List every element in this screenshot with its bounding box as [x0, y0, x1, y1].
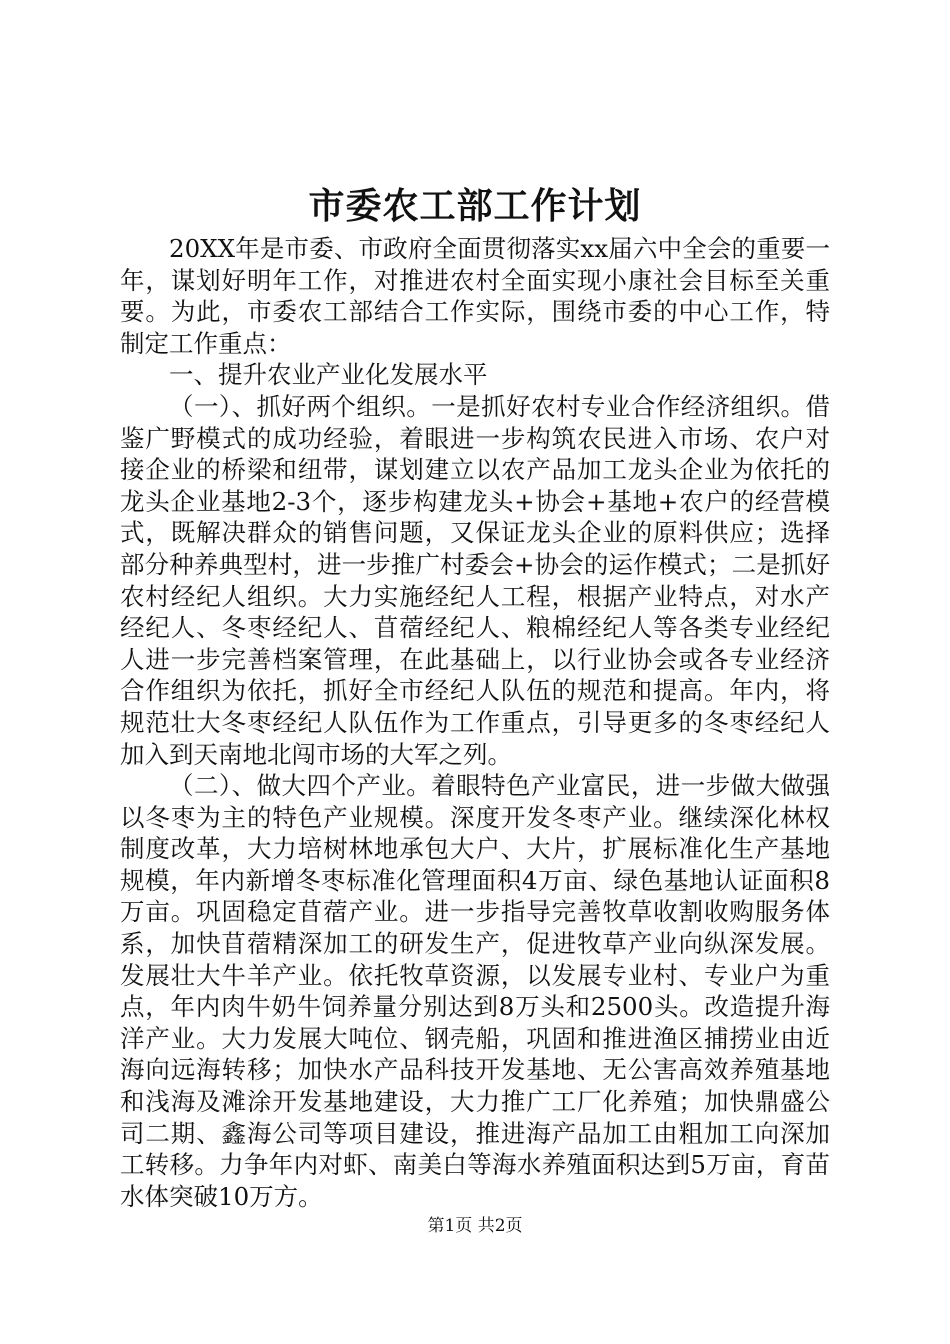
document-body [120, 233, 830, 1212]
page-number: 第1页 共2页 [427, 1216, 523, 1236]
section-heading: 一、提升农业产业化发展水平 [169, 360, 488, 390]
item-paragraph-2: （二）、做大四个产业。着眼特色产业富民，进一步做大做强以冬枣为主的特色产业规模。深度开发冬枣产业。继续深化林权制度改革，大力培树林地承包大户、大片，扩展标准化生产基地规模，年内新增冬枣标准化管理面积4万亩、绿色基地认证面积8万亩。巩固稳定苜蓿产业。进一步指导完善牧草收割收购服务体系，加快苜蓿精深加工的研发生产，促进牧草产业向纵深发展。发展壮大牛羊产业。依托牧草资源，以发展专业村、专业户为重点，年内肉牛奶牛饲养量分别达到8万头和2500头。改造提升海洋产业。大力发展大吨位、钢壳船，巩固和推进渔区捕捞业由近海向远海转移；加快水产品科技开发基地、无公害高效养殖基地和浅海及滩涂开发基地建设，大力推广工厂化养殖；加快鼎盛公司二期、鑫海公司等项目建设，推进海产品加工由粗加工向深加工转移。力争年内对虾、南美白等海水养殖面积达到5万亩，育苗水体突破10万方。 [120, 771, 830, 1211]
document-title: 市委农工部工作计划 [308, 185, 642, 227]
item-paragraph-1: （一）、抓好两个组织。一是抓好农村专业合作经济组织。借鉴广野模式的成功经验，着眼进一步构筑农民进入市场、农户对接企业的桥梁和纽带，谋划建立以农产品加工龙头企业为依托的龙头企业基地2-3个，逐步构建龙头+协会+基地+农户的经营模式，既解决群众的销售问题，又保证龙头企业的原料供应；选择部分种养典型村，进一步推广村委会+协会的运作模式；二是抓好农村经纪人组织。大力实施经纪人工程，根据产业特点，对水产经纪人、冬枣经纪人、苜蓿经纪人、粮棉经纪人等各类专业经纪人进一步完善档案管理，在此基础上，以行业协会或各专业经济合作组织为依托，抓好全市经纪人队伍的规范和提高。年内，将规范壮大冬枣经纪人队伍作为工作重点，引导更多的冬枣经纪人加入到天南地北闯市场的大军之列。 [120, 391, 830, 769]
intro-paragraph: 20XX年是市委、市政府全面贯彻落实xx届六中全会的重要一年，谋划好明年工作，对推进农村全面实现小康社会目标至关重要。为此，市委农工部结合工作实际，围绕市委的中心工作，特制定工作重点： [120, 234, 830, 358]
